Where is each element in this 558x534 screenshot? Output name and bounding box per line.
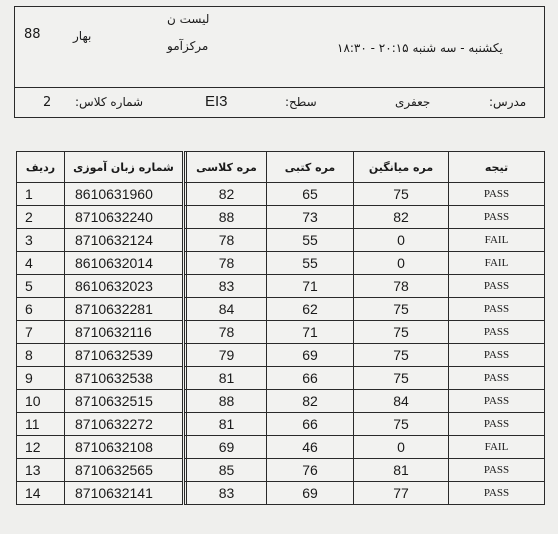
midterm-score-cell: 82 bbox=[354, 206, 449, 229]
result-cell: PASS bbox=[449, 482, 545, 505]
class-score-cell: 81 bbox=[187, 413, 267, 436]
row-number: 4 bbox=[17, 252, 65, 275]
result-cell: PASS bbox=[449, 459, 545, 482]
table-row bbox=[17, 344, 545, 367]
class-score-cell: 82 bbox=[187, 183, 267, 206]
midterm-score-cell: 75 bbox=[354, 367, 449, 390]
student-id-cell: 8710632116 bbox=[65, 321, 184, 344]
written-score-cell: 69 bbox=[267, 344, 354, 367]
written-score-cell: 62 bbox=[267, 298, 354, 321]
list-title: لیست ن bbox=[167, 12, 210, 26]
col-header-result: تیجه bbox=[449, 152, 545, 183]
table-row bbox=[17, 436, 545, 459]
row-number: 12 bbox=[17, 436, 65, 459]
class-number-value: 2 bbox=[43, 95, 52, 110]
midterm-score-cell: 75 bbox=[354, 298, 449, 321]
student-id-cell: 8710632272 bbox=[65, 413, 184, 436]
level-label: سطح: bbox=[285, 95, 317, 109]
student-id-cell: 8710632108 bbox=[65, 436, 184, 459]
col-header-midterm-score: مره میانگین bbox=[354, 152, 449, 183]
class-score-cell: 78 bbox=[187, 229, 267, 252]
result-cell: PASS bbox=[449, 183, 545, 206]
student-id-cell: 8710632141 bbox=[65, 482, 184, 505]
table-row bbox=[17, 275, 545, 298]
midterm-score-cell: 75 bbox=[354, 344, 449, 367]
class-score-cell: 78 bbox=[187, 252, 267, 275]
written-score-cell: 71 bbox=[267, 275, 354, 298]
midterm-score-cell: 0 bbox=[354, 252, 449, 275]
written-score-cell: 65 bbox=[267, 183, 354, 206]
table-header-row bbox=[17, 152, 545, 183]
teacher-label: مدرس: bbox=[489, 95, 527, 109]
table-body bbox=[17, 183, 545, 505]
student-id-cell: 8710632240 bbox=[65, 206, 184, 229]
midterm-score-cell: 75 bbox=[354, 183, 449, 206]
result-cell: PASS bbox=[449, 321, 545, 344]
row-number: 9 bbox=[17, 367, 65, 390]
midterm-score-cell: 78 bbox=[354, 275, 449, 298]
row-number: 11 bbox=[17, 413, 65, 436]
table-row bbox=[17, 459, 545, 482]
row-number: 1 bbox=[17, 183, 65, 206]
written-score-cell: 69 bbox=[267, 482, 354, 505]
student-id-cell: 8710632281 bbox=[65, 298, 184, 321]
table-row bbox=[17, 390, 545, 413]
class-score-cell: 81 bbox=[187, 367, 267, 390]
table-row bbox=[17, 206, 545, 229]
center-label: مرکزآمو bbox=[167, 39, 209, 53]
term-label: بهار bbox=[73, 29, 92, 43]
written-score-cell: 76 bbox=[267, 459, 354, 482]
table-row bbox=[17, 252, 545, 275]
row-number: 6 bbox=[17, 298, 65, 321]
student-id-cell: 8710632124 bbox=[65, 229, 184, 252]
result-cell: PASS bbox=[449, 344, 545, 367]
result-cell: PASS bbox=[449, 206, 545, 229]
row-number: 14 bbox=[17, 482, 65, 505]
class-score-cell: 83 bbox=[187, 275, 267, 298]
table-row bbox=[17, 229, 545, 252]
table-row bbox=[17, 367, 545, 390]
table-row bbox=[17, 413, 545, 436]
student-id-cell: 8710632515 bbox=[65, 390, 184, 413]
row-number: 2 bbox=[17, 206, 65, 229]
teacher-name: جعفری bbox=[395, 95, 431, 109]
header-box bbox=[14, 6, 545, 118]
written-score-cell: 66 bbox=[267, 413, 354, 436]
written-score-cell: 55 bbox=[267, 252, 354, 275]
midterm-score-cell: 77 bbox=[354, 482, 449, 505]
student-id-cell: 8710632539 bbox=[65, 344, 184, 367]
row-number: 10 bbox=[17, 390, 65, 413]
class-score-cell: 69 bbox=[187, 436, 267, 459]
written-score-cell: 82 bbox=[267, 390, 354, 413]
table-row bbox=[17, 183, 545, 206]
level-value: EI3 bbox=[205, 93, 228, 110]
result-cell: FAIL bbox=[449, 229, 545, 252]
code-number: 88 bbox=[24, 27, 41, 42]
student-id-cell: 8610631960 bbox=[65, 183, 184, 206]
schedule-text: یکشنبه - سه شنبه ۲۰:۱۵ - ۱۸:۳۰ bbox=[337, 41, 503, 55]
student-id-cell: 8710632565 bbox=[65, 459, 184, 482]
table-row bbox=[17, 298, 545, 321]
midterm-score-cell: 0 bbox=[354, 229, 449, 252]
class-score-cell: 83 bbox=[187, 482, 267, 505]
row-number: 5 bbox=[17, 275, 65, 298]
student-id-cell: 8610632014 bbox=[65, 252, 184, 275]
result-cell: FAIL bbox=[449, 252, 545, 275]
table-row bbox=[17, 482, 545, 505]
table-row bbox=[17, 321, 545, 344]
written-score-cell: 46 bbox=[267, 436, 354, 459]
col-header-class-score: مره کلاسی bbox=[187, 152, 267, 183]
result-cell: PASS bbox=[449, 413, 545, 436]
grades-table bbox=[16, 151, 545, 505]
class-score-cell: 78 bbox=[187, 321, 267, 344]
midterm-score-cell: 0 bbox=[354, 436, 449, 459]
header-divider bbox=[15, 87, 544, 88]
result-cell: PASS bbox=[449, 390, 545, 413]
student-id-cell: 8610632023 bbox=[65, 275, 184, 298]
class-score-cell: 88 bbox=[187, 206, 267, 229]
written-score-cell: 66 bbox=[267, 367, 354, 390]
written-score-cell: 71 bbox=[267, 321, 354, 344]
result-cell: PASS bbox=[449, 275, 545, 298]
student-id-cell: 8710632538 bbox=[65, 367, 184, 390]
written-score-cell: 73 bbox=[267, 206, 354, 229]
midterm-score-cell: 84 bbox=[354, 390, 449, 413]
class-number-label: شماره کلاس: bbox=[75, 95, 144, 109]
midterm-score-cell: 75 bbox=[354, 321, 449, 344]
result-cell: PASS bbox=[449, 367, 545, 390]
row-number: 8 bbox=[17, 344, 65, 367]
row-number: 13 bbox=[17, 459, 65, 482]
class-score-cell: 88 bbox=[187, 390, 267, 413]
result-cell: FAIL bbox=[449, 436, 545, 459]
result-cell: PASS bbox=[449, 298, 545, 321]
written-score-cell: 55 bbox=[267, 229, 354, 252]
col-header-student-id: شماره زبان آموزی bbox=[65, 152, 184, 183]
midterm-score-cell: 75 bbox=[354, 413, 449, 436]
class-score-cell: 85 bbox=[187, 459, 267, 482]
row-number: 7 bbox=[17, 321, 65, 344]
row-number: 3 bbox=[17, 229, 65, 252]
col-header-written-score: مره کتبی bbox=[267, 152, 354, 183]
col-header-row: ردیف bbox=[17, 152, 65, 183]
midterm-score-cell: 81 bbox=[354, 459, 449, 482]
class-score-cell: 84 bbox=[187, 298, 267, 321]
class-score-cell: 79 bbox=[187, 344, 267, 367]
